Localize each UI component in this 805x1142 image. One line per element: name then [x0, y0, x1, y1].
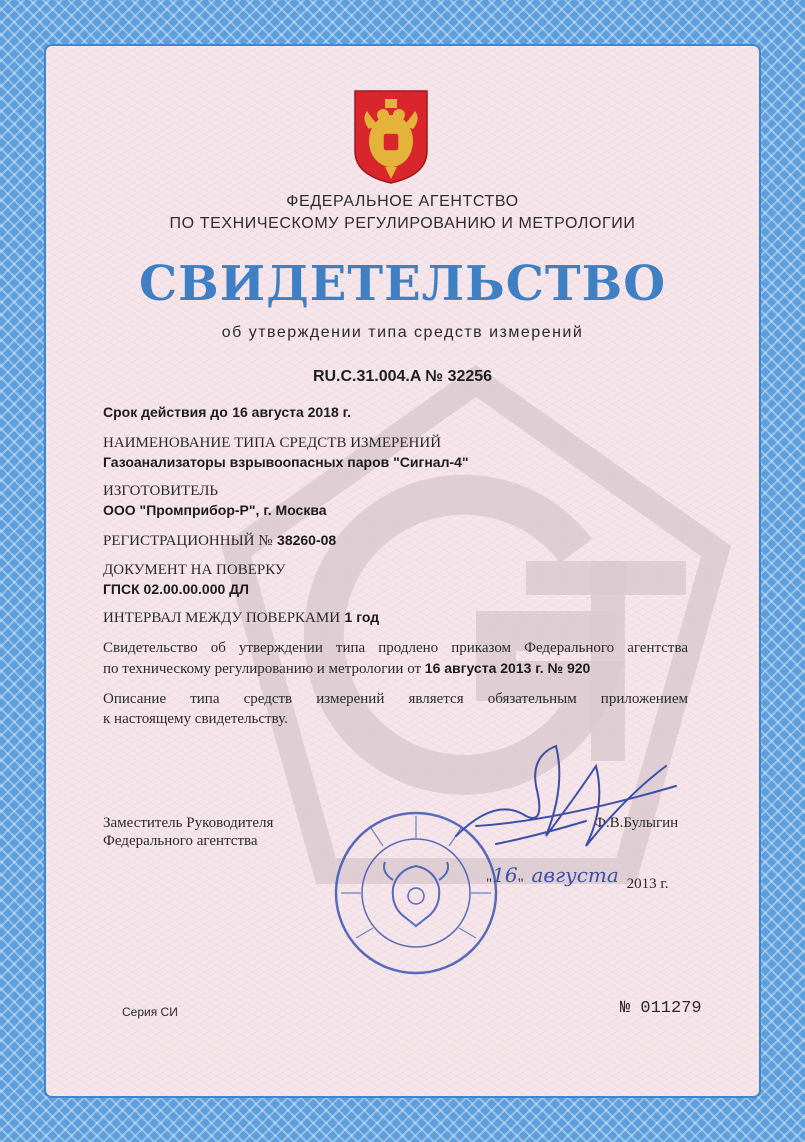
extension-order: 16 августа 2013 г. № 920: [424, 660, 591, 676]
validity-row: [103, 404, 351, 422]
form-number: № 011279: [620, 999, 702, 1018]
signature-icon: [436, 726, 696, 876]
agency-line-1: ФЕДЕРАЛЬНОЕ АГЕНТСТВО: [286, 193, 519, 210]
signatory-position-line-1: Заместитель Руководителя: [103, 815, 274, 831]
description-line-2: к настоящему свидетельству.: [103, 711, 288, 727]
certificate-page: [46, 46, 759, 1096]
signatory-name: Ф.В.Булыгин: [594, 815, 679, 831]
interval-label: ИНТЕРВАЛ МЕЖДУ ПОВЕРКАМИ: [103, 610, 341, 626]
document-title: СВИДЕТЕЛЬСТВО: [138, 256, 667, 312]
date-month: августа: [531, 863, 619, 887]
series-label: Серия СИ: [122, 1005, 178, 1019]
coat-of-arms-icon: [353, 89, 429, 185]
description-paragraph: [103, 689, 688, 729]
agency-line-2: ПО ТЕХНИЧЕСКОМУ РЕГУЛИРОВАНИЮ И МЕТРОЛОГИИ: [169, 215, 636, 232]
extension-line-2: [103, 658, 688, 679]
registration-value: 38260-08: [277, 532, 337, 548]
document-subtitle: об утверждении типа средств измерений: [221, 324, 584, 341]
extension-line-1: Свидетельство об утверждении типа продлено приказом Федерального агентства: [103, 640, 688, 656]
extension-paragraph: [103, 638, 688, 679]
date-quote-close: ": [517, 876, 524, 892]
registration-row: [103, 532, 336, 550]
validity-value: 16 августа 2018 г.: [232, 404, 351, 420]
signatory-position-line-2: Федерального агентства: [103, 833, 258, 849]
validity-label: Срок действия до: [103, 404, 228, 420]
date-quote-open: ": [486, 876, 493, 892]
description-line-1: Описание типа средств измерений является обязательным приложением: [103, 691, 688, 707]
interval-row: [103, 609, 379, 627]
date-day: 16: [492, 863, 518, 887]
interval-value: 1 год: [344, 609, 380, 625]
verification-doc-label: ДОКУМЕНТ НА ПОВЕРКУ: [103, 562, 286, 578]
certificate-number: RU.C.31.004.A № 32256: [312, 368, 493, 385]
date-line: [486, 863, 669, 893]
extension-line-2-prefix: по техническому регулированию и метрологии от: [103, 661, 422, 677]
verification-doc-value: ГПСК 02.00.00.000 ДЛ: [103, 581, 249, 597]
manufacturer-label: ИЗГОТОВИТЕЛЬ: [103, 483, 219, 499]
date-year: 2013 г.: [626, 876, 669, 892]
registration-label: РЕГИСТРАЦИОННЫЙ №: [103, 533, 273, 549]
type-name-value: Газоанализаторы взрывоопасных паров "Сигнал-4": [103, 454, 469, 470]
manufacturer-value: ООО "Промприбор-Р", г. Москва: [103, 502, 327, 518]
type-name-label: НАИМЕНОВАНИЕ ТИПА СРЕДСТВ ИЗМЕРЕНИЙ: [103, 435, 442, 451]
